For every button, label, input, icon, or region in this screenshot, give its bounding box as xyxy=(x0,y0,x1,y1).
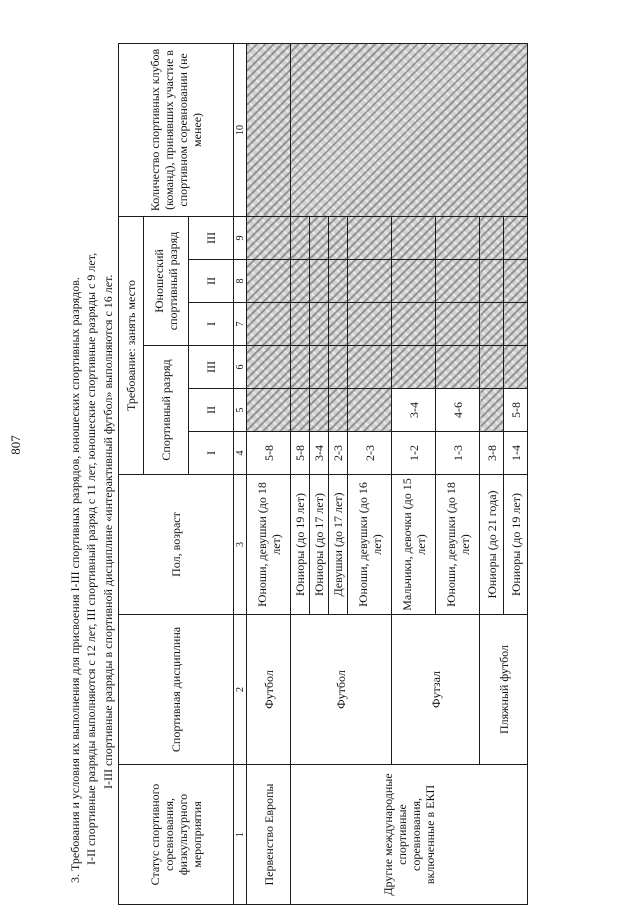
rank-3-cell xyxy=(329,346,348,389)
youth-rank-2-cell xyxy=(291,260,310,303)
rank-3-cell xyxy=(348,346,392,389)
col-number: 9 xyxy=(234,216,247,259)
rank-3-cell xyxy=(392,346,436,389)
youth-rank-1-cell xyxy=(392,303,436,346)
youth-rank-1-cell xyxy=(310,303,329,346)
rank-1-cell: 1-4 xyxy=(504,432,528,475)
header-status: Статус спортивного соревнования, физкультурного мероприятия xyxy=(119,765,234,905)
rank-3-cell xyxy=(480,346,504,389)
rank-3-cell xyxy=(291,346,310,389)
youth-rank-3-cell xyxy=(436,216,480,259)
youth-rank-3-cell xyxy=(480,216,504,259)
rank-3-cell xyxy=(504,346,528,389)
caption-line-1: 3. Требования и условия их выполнения для присвоения I-III спортивных разрядов, юношеских спортивных разрядов. xyxy=(68,277,82,883)
youth-rank-1-cell xyxy=(504,303,528,346)
rank-1-cell: 1-2 xyxy=(392,432,436,475)
header-rank-3: III xyxy=(189,346,234,389)
col-number: 10 xyxy=(234,43,247,216)
youth-rank-1-cell xyxy=(480,303,504,346)
status-cell: Другие международные спортивные соревнования, включенные в ЕКП xyxy=(291,765,528,905)
gender-age-cell: Юниоры (до 17 лет) xyxy=(310,475,329,615)
youth-rank-3-cell xyxy=(310,216,329,259)
header-requirement: Требование: занять место xyxy=(119,216,144,474)
header-gender-age: Пол, возраст xyxy=(119,475,234,615)
rank-2-cell: 4-6 xyxy=(436,389,480,432)
caption-line-2: I-II спортивные разряды выполняются с 12 лет, III спортивный разряд с 11 лет, юношеские спортивные разряды с 9 лет, xyxy=(84,252,98,865)
header-youth-rank-1: I xyxy=(189,303,234,346)
rank-requirements-table xyxy=(118,43,528,905)
rank-3-cell xyxy=(247,346,291,389)
clubs-cell xyxy=(247,43,291,216)
youth-rank-2-cell xyxy=(310,260,329,303)
gender-age-cell: Юниоры (до 19 лет) xyxy=(291,475,310,615)
youth-rank-3-cell xyxy=(392,216,436,259)
youth-rank-2-cell xyxy=(392,260,436,303)
col-number: 6 xyxy=(234,346,247,389)
rank-1-cell: 1-3 xyxy=(436,432,480,475)
rank-2-cell xyxy=(291,389,310,432)
rank-2-cell xyxy=(247,389,291,432)
status-cell: Первенство Европы xyxy=(247,765,291,905)
page-number: 807 xyxy=(8,435,23,455)
col-number: 3 xyxy=(234,475,247,615)
rank-1-cell: 3-4 xyxy=(310,432,329,475)
header-youth-rank-3: III xyxy=(189,216,234,259)
youth-rank-3-cell xyxy=(504,216,528,259)
header-rank-1: I xyxy=(189,432,234,475)
rank-2-cell xyxy=(329,389,348,432)
rank-2-cell xyxy=(480,389,504,432)
header-sport-rank: Спортивный разряд xyxy=(144,346,189,475)
col-number: 2 xyxy=(234,615,247,765)
rank-1-cell: 5-8 xyxy=(291,432,310,475)
header-discipline: Спортивная дисциплина xyxy=(119,615,234,765)
youth-rank-1-cell xyxy=(291,303,310,346)
youth-rank-2-cell xyxy=(504,260,528,303)
rank-3-cell xyxy=(310,346,329,389)
gender-age-cell: Юноши, девушки (до 16 лет) xyxy=(348,475,392,615)
gender-age-cell: Юниоры (до 19 лет) xyxy=(504,475,528,615)
youth-rank-3-cell xyxy=(247,216,291,259)
youth-rank-1-cell xyxy=(436,303,480,346)
rank-1-cell: 3-8 xyxy=(480,432,504,475)
rank-3-cell xyxy=(436,346,480,389)
youth-rank-3-cell xyxy=(329,216,348,259)
youth-rank-1-cell xyxy=(329,303,348,346)
youth-rank-1-cell xyxy=(247,303,291,346)
gender-age-cell: Юноши, девушки (до 18 лет) xyxy=(247,475,291,615)
header-youth-rank: Юношеский спортивный разряд xyxy=(144,216,189,345)
col-number: 5 xyxy=(234,389,247,432)
caption-line-3: I-III спортивные разряды в спортивной дисциплине «интерактивный футбол» выполняются с 16 лет. xyxy=(101,274,115,789)
discipline-cell: Футбол xyxy=(291,615,392,765)
discipline-cell: Футбол xyxy=(247,615,291,765)
youth-rank-3-cell xyxy=(291,216,310,259)
gender-age-cell: Мальчики, девочки (до 15 лет) xyxy=(392,475,436,615)
youth-rank-3-cell xyxy=(348,216,392,259)
rank-2-cell xyxy=(310,389,329,432)
gender-age-cell: Юноши, девушки (до 18 лет) xyxy=(436,475,480,615)
col-number: 7 xyxy=(234,303,247,346)
clubs-cell xyxy=(291,43,528,216)
header-youth-rank-2: II xyxy=(189,260,234,303)
youth-rank-2-cell xyxy=(480,260,504,303)
gender-age-cell: Девушки (до 17 лет) xyxy=(329,475,348,615)
header-clubs: Количество спортивных клубов (команд), принявших участие в спортивном соревновании (не менее) xyxy=(119,43,234,216)
col-number: 4 xyxy=(234,432,247,475)
rank-1-cell: 2-3 xyxy=(329,432,348,475)
header-rank-2: II xyxy=(189,389,234,432)
discipline-cell: Пляжный футбол xyxy=(480,615,528,765)
rank-2-cell: 3-4 xyxy=(392,389,436,432)
youth-rank-2-cell xyxy=(436,260,480,303)
gender-age-cell: Юниоры (до 21 года) xyxy=(480,475,504,615)
discipline-cell: Футзал xyxy=(392,615,480,765)
rank-1-cell: 5-8 xyxy=(247,432,291,475)
rank-2-cell: 5-8 xyxy=(504,389,528,432)
rank-2-cell xyxy=(348,389,392,432)
col-number: 1 xyxy=(234,765,247,905)
youth-rank-2-cell xyxy=(247,260,291,303)
youth-rank-2-cell xyxy=(329,260,348,303)
youth-rank-2-cell xyxy=(348,260,392,303)
rank-1-cell: 2-3 xyxy=(348,432,392,475)
col-number: 8 xyxy=(234,260,247,303)
youth-rank-1-cell xyxy=(348,303,392,346)
